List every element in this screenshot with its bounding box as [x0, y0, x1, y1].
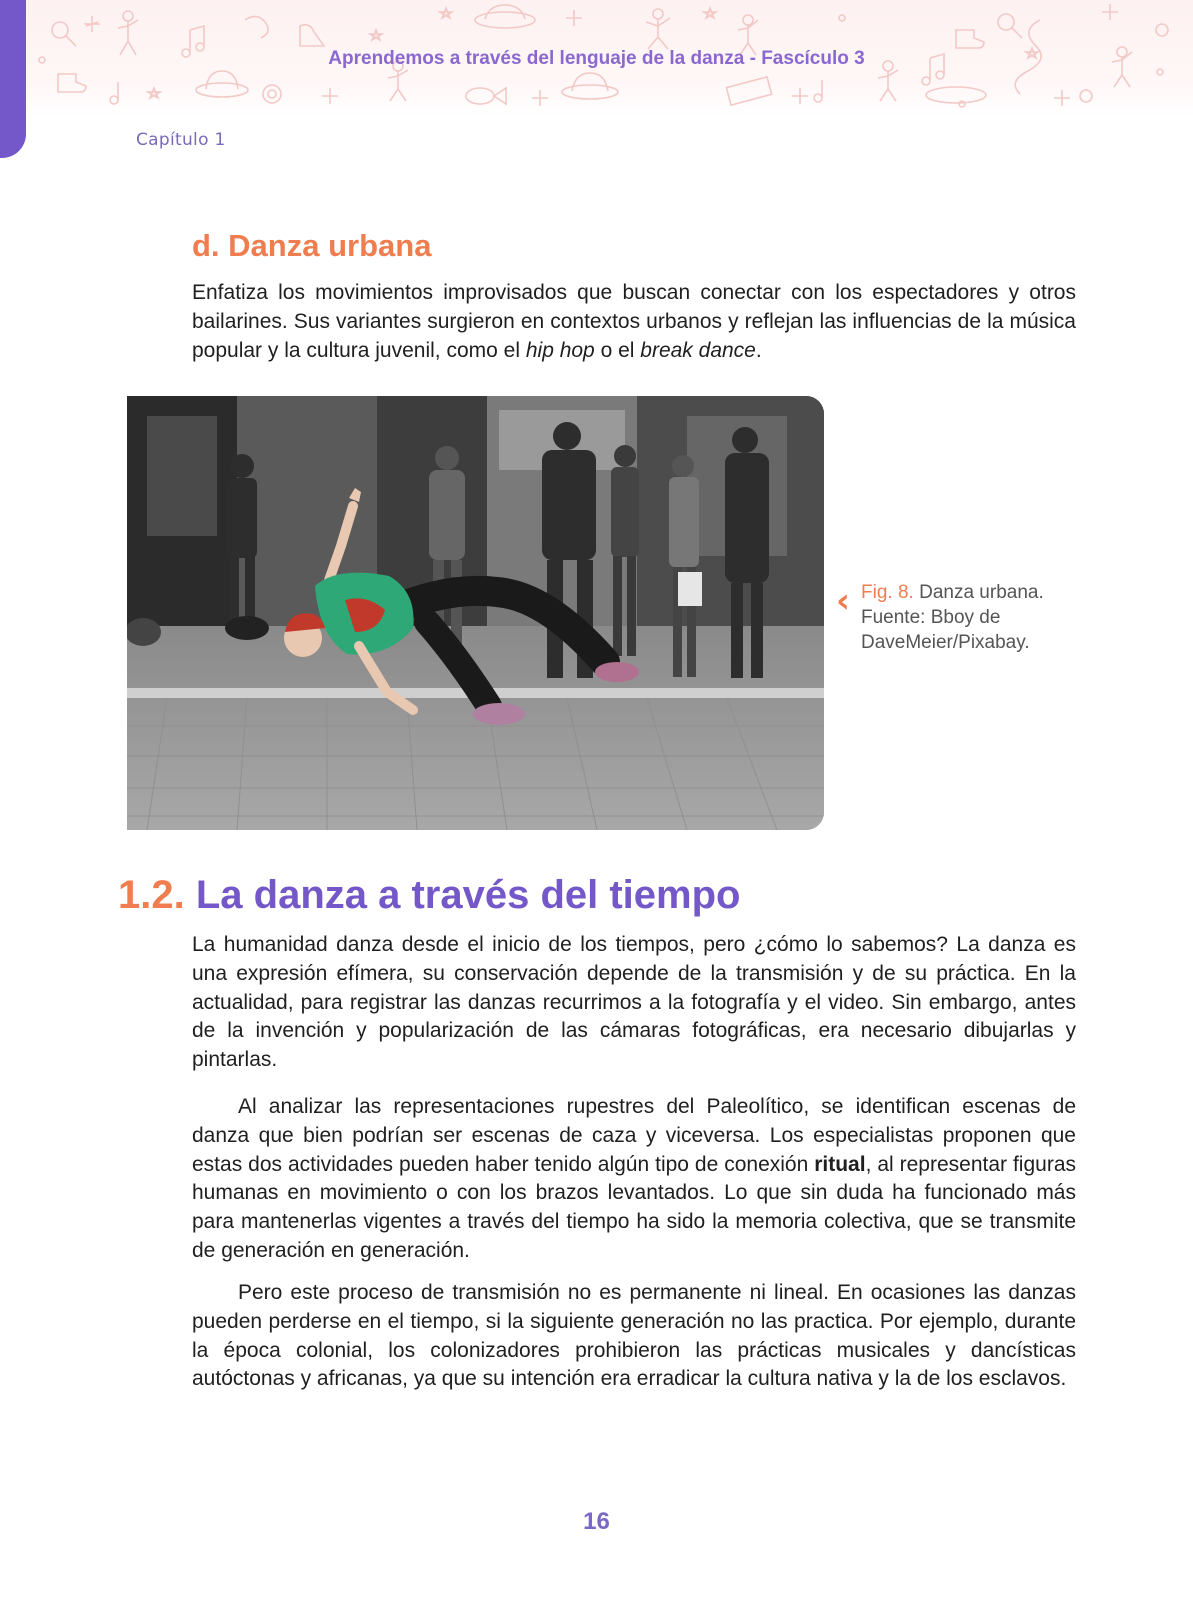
- photo-illustration: [127, 396, 824, 830]
- section-title-text: La danza a través del tiempo: [195, 873, 741, 917]
- paragraph-danza-urbana: [192, 279, 1076, 365]
- paragraph-text: Al analizar las representaciones rupestres del Paleolítico, se identifican escenas de danza que bien podrían ser escenas de caza y viceversa. Los especialistas proponen que estas dos actividades pueden haber tenido algún tipo de conexión: [192, 1095, 1076, 1176]
- chapter-side-tab: [0, 0, 26, 158]
- paragraph-2: [192, 1093, 1076, 1266]
- paragraph-text: .: [755, 338, 762, 362]
- figure-label: Fig. 8.: [861, 582, 914, 603]
- paragraph-text: o el: [594, 338, 641, 362]
- bold-term-ritual: ritual: [814, 1152, 866, 1176]
- italic-term-hip-hop: hip hop: [525, 338, 595, 362]
- paragraph-text: , al representar figuras humanas en movimiento o con los brazos levantados. Lo que sin duda ha funcionado más para mantenerlas vigentes a través del tiempo ha sido la memoria colectiva, que se transmite de generación en generación.: [192, 1152, 1076, 1262]
- running-head: Aprendemos a través del lenguaje de la danza - Fascículo 3: [328, 48, 865, 69]
- section-title: [118, 873, 740, 918]
- caption-chevron-icon: ‹: [836, 581, 851, 621]
- paragraph-1: La humanidad danza desde el inicio de los tiempos, pero ¿cómo lo sabemos? La danza es una expresión efímera, su conservación depende de la transmisión y de su práctica. En la actualidad, para registrar las danzas recurrimos a la fotografía y el video. Sin embargo, antes de la invención y popularización de las cámaras fotográficas, era necesario dibujarlas y pintarlas.: [192, 933, 1076, 1072]
- section-number: 1.2.: [118, 873, 185, 917]
- paragraph-3: Pero este proceso de transmisión no es permanente ni lineal. En ocasiones las danzas pueden perderse en el tiempo, si la siguiente generación no las practica. Por ejemplo, durante la época colonial, los colonizadores prohibieron las prácticas musicales y dancísticas autóctonas y africanas, ya que su intención era erradicar la cultura nativa y la de los esclavos.: [192, 1281, 1076, 1391]
- street-breakdance-photo: [127, 396, 824, 830]
- subheading-danza-urbana: d. Danza urbana: [192, 228, 432, 263]
- paragraph-text: Enfatiza los movimientos improvisados que buscan conectar con los espectadores y otros bailarines. Sus variantes surgieron en contextos urbanos y reflejan las influencias de la música popular y la cultura juvenil, como el: [192, 281, 1076, 362]
- page-number: 16: [583, 1508, 610, 1535]
- chapter-label: Capítulo 1: [136, 130, 226, 150]
- figure-caption-text: Danza urbana. Fuente: Bboy de DaveMeier/Pixabay.: [861, 582, 1044, 653]
- italic-term-break-dance: break dance: [640, 338, 756, 362]
- figure-caption: [861, 580, 1091, 655]
